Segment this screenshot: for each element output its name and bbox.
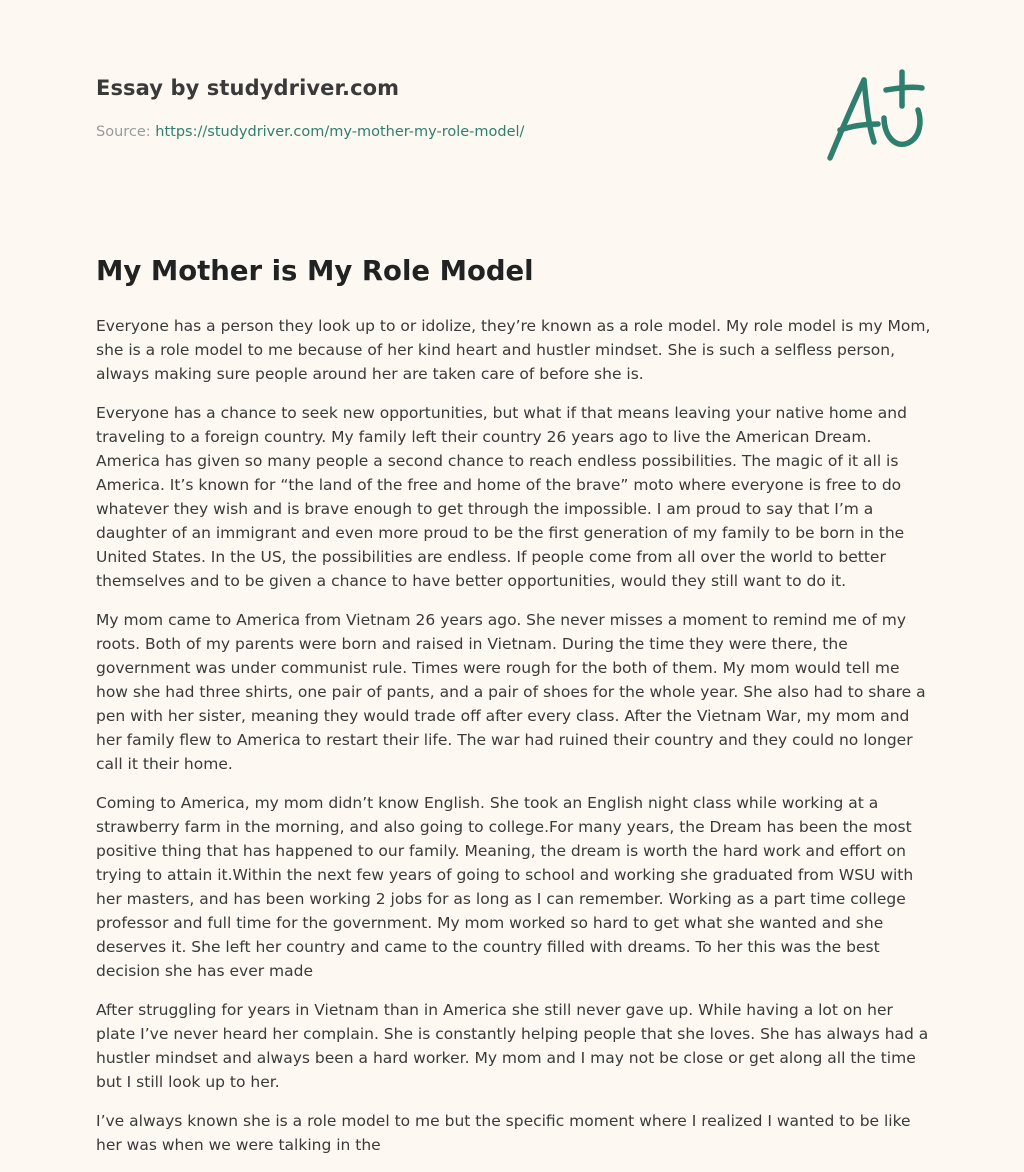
- essay-paragraph: Coming to America, my mom didn’t know English. She took an English night class while working at a strawberry farm in the morning, and also going to college.For many years, the Dream has been the most positive thing that has happened to our family. Meaning, the dream is worth the hard work and effort on trying to attain it.Within the next few years of going to school and working she graduated from WSU with her masters, and has been working 2 jobs for as long as I can remember. Working as a part time college professor and full time for the government. My mom worked so hard to get what she wanted and she deserves it. She left her country and came to the country filled with dreams. To her this was the best decision she has ever made: [96, 794, 914, 980]
- site-header-title: Essay by studydriver.com: [96, 76, 400, 100]
- source-link[interactable]: https://studydriver.com/my-mother-my-role-model/: [155, 124, 525, 140]
- essay-paragraph: I’ve always known she is a role model to me but the specific moment where I realized I wanted to be like her was when we were talking in the: [96, 1112, 911, 1154]
- essay-paragraph: My mom came to America from Vietnam 26 years ago. She never misses a moment to remind me of my roots. Both of my parents were born and raised in Vietnam. During the time they were there, the government was under communist rule. Times were rough for the both of them. My mom would tell me how she had three shirts, one pair of pants, and a pair of shoes for the whole year. She also had to share a pen with her sister, meaning they would trade off after every class. After the Vietnam War, my mom and her family flew to America to restart their life. The war had ruined their country and they could no longer call it their home.: [96, 611, 926, 773]
- source-label: Source:: [96, 124, 151, 140]
- a-plus-logo-icon: [822, 66, 930, 166]
- essay-title: My Mother is My Role Model: [96, 255, 534, 287]
- essay-paragraph: After struggling for years in Vietnam than in America she still never gave up. While having a lot on her plate I’ve never heard her complain. She is constantly helping people that she loves. She has always had a hustler mindset and always been a hard worker. My mom and I may not be close or get along all the time but I still look up to her.: [96, 1001, 929, 1091]
- essay-body: [96, 314, 932, 1172]
- essay-paragraph: Everyone has a chance to seek new opportunities, but what if that means leaving your native home and traveling to a foreign country. My family left their country 26 years ago to live the American Dream. America has given so many people a second chance to reach endless possibilities. The magic of it all is America. It’s known for “the land of the free and home of the brave” moto where everyone is free to do whatever they wish and is brave enough to get through the impossible. I am proud to say that I’m a daughter of an immigrant and even more proud to be the first generation of my family to be born in the United States. In the US, the possibilities are endless. If people come from all over the world to better themselves and to be given a chance to have better opportunities, would they still want to do it.: [96, 404, 907, 590]
- essay-paragraph: Everyone has a person they look up to or idolize, they’re known as a role model. My role model is my Mom, she is a role model to me because of her kind heart and hustler mindset. She is such a selfless person, always making sure people around her are taken care of before she is.: [96, 317, 931, 383]
- source-line: [96, 124, 524, 140]
